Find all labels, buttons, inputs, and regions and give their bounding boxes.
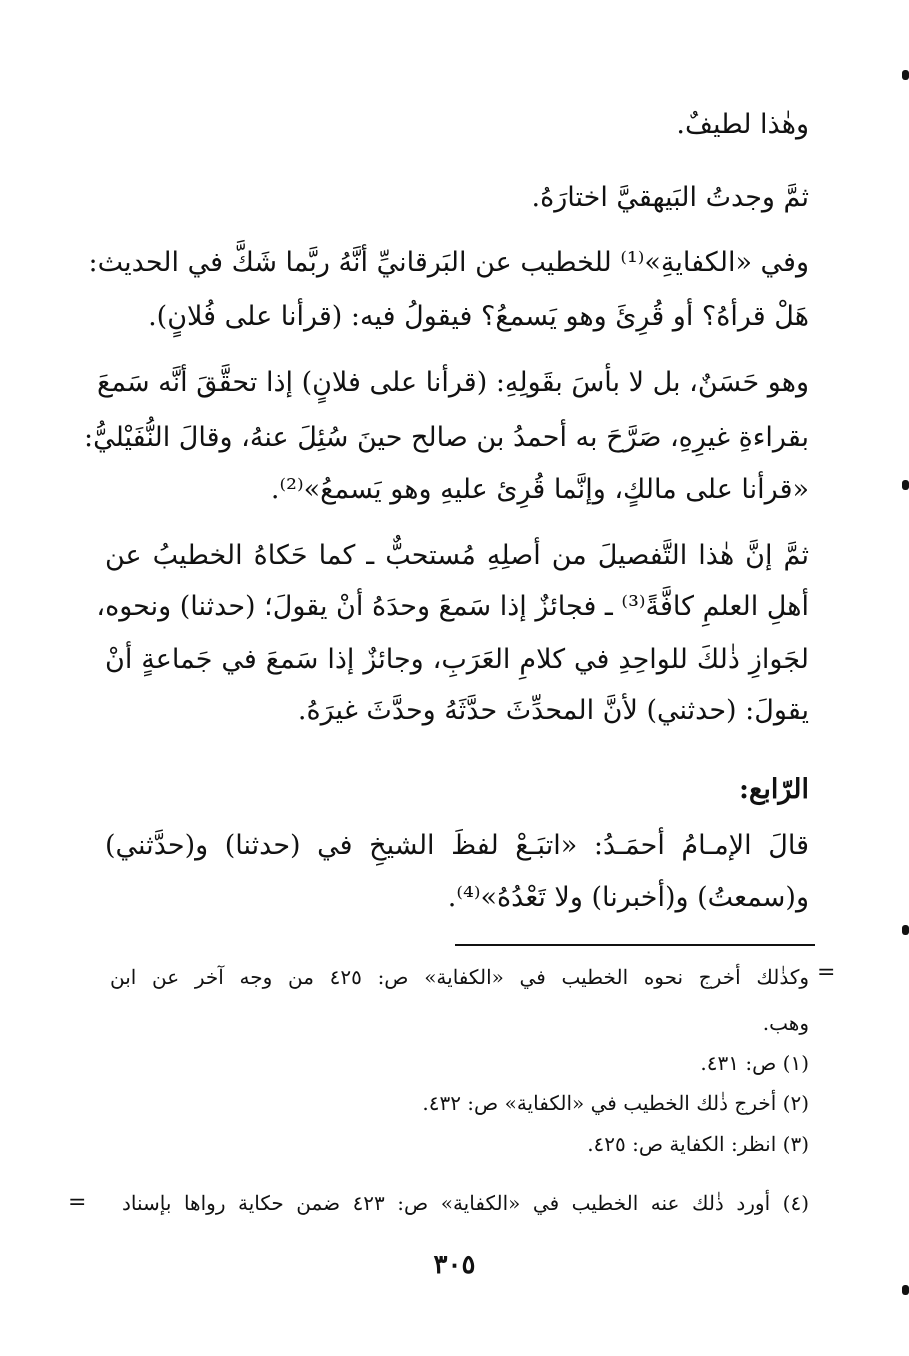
text-line-9: أهلِ العلمِ كافَّةً⁽³⁾ ـ فجائزٌ إذا سَمعَ وحدَهُ أنْ يقولَ؛ (حدثنا) ونحوه،	[96, 591, 809, 622]
footnote-1: (١) ص: ٤٣١.	[700, 1051, 809, 1075]
page-number: ٣٠٥	[433, 1250, 476, 1280]
footnote-continuation-line-1: وكذٰلك أخرج نحوه الخطيب في «الكفاية» ص: ٤٢٥ من وجه آخر عن ابن	[110, 965, 809, 989]
text-line-13: قالَ الإمـامُ أحمَـدُ: «اتبَـعْ لفظَ الشيخِ في (حدثنا) و(حدَّثني)	[105, 830, 809, 861]
scan-margin-mark	[902, 1285, 909, 1295]
scan-margin-mark	[902, 925, 909, 935]
text-line-4: هَلْ قرأهُ؟ أو قُرِئَ وهو يَسمعُ؟ فيقولُ فيه: (قرأنا على فُلانٍ).	[148, 301, 809, 332]
text-line-6: بقراءةِ غيرِهِ، صَرَّحَ به أحمدُ بن صالح حينَ سُئِلَ عنهُ، وقالَ النُّفَيْليُّ:	[83, 422, 809, 453]
scan-margin-mark	[902, 70, 909, 80]
footnote-4-continuation-marker: =	[68, 1190, 87, 1215]
text-line-10: لجَوازِ ذٰلكَ للواحِدِ في كلامِ العَرَبِ، وجائزٌ إذا سَمعَ في جَماعةٍ أنْ	[105, 644, 809, 675]
text-line-5: وهو حَسَنٌ، بل لا بأسَ بقَولِهِ: (قرأنا على فلانٍ) إذا تحقَّقَ أنَّه سَمعَ	[97, 367, 809, 398]
scan-margin-mark	[902, 480, 909, 490]
text-line-11: يقولَ: (حدثني) لأنَّ المحدِّثَ حدَّثَهُ وحدَّثَ غيرَهُ.	[297, 695, 809, 726]
footnote-3: (٣) انظر: الكفاية ص: ٤٢٥.	[587, 1132, 809, 1156]
text-line-14: و(سمعتُ) و(أخبرنا) ولا تَعْدُهُ»⁽⁴⁾.	[447, 882, 809, 913]
text-line-3: وفي «الكفايةِ»⁽¹⁾ للخطيب عن البَرقانيِّ أنَّهُ ربَّما شَكَّ في الحديث:	[88, 247, 809, 278]
footnote-continuation-marker: =	[817, 960, 836, 985]
footnote-4: (٤) أورد ذٰلك عنه الخطيب في «الكفاية» ص: ٤٢٣ ضمن حكاية رواها بإسناد	[122, 1191, 809, 1215]
text-line-2: ثمَّ وجدتُ البَيهقيَّ اختارَهُ.	[531, 182, 809, 213]
footnote-2: (٢) أخرج ذٰلك الخطيب في «الكفاية» ص: ٤٣٢.	[422, 1091, 809, 1115]
text-line-7: «قرأنا على مالكٍ، وإنَّما قُرِئ عليهِ وهو يَسمعُ»⁽²⁾.	[270, 474, 809, 505]
section-heading: الرّابع:	[739, 774, 809, 805]
footnote-continuation-line-2: وهب.	[762, 1011, 809, 1035]
footnote-separator	[455, 944, 815, 946]
text-line-1: وهٰذا لطيفٌ.	[676, 109, 809, 140]
text-line-8: ثمَّ إنَّ هٰذا التَّفصيلَ من أصلِهِ مُستحبٌّ ـ كما حَكاهُ الخطيبُ عن	[105, 540, 809, 571]
